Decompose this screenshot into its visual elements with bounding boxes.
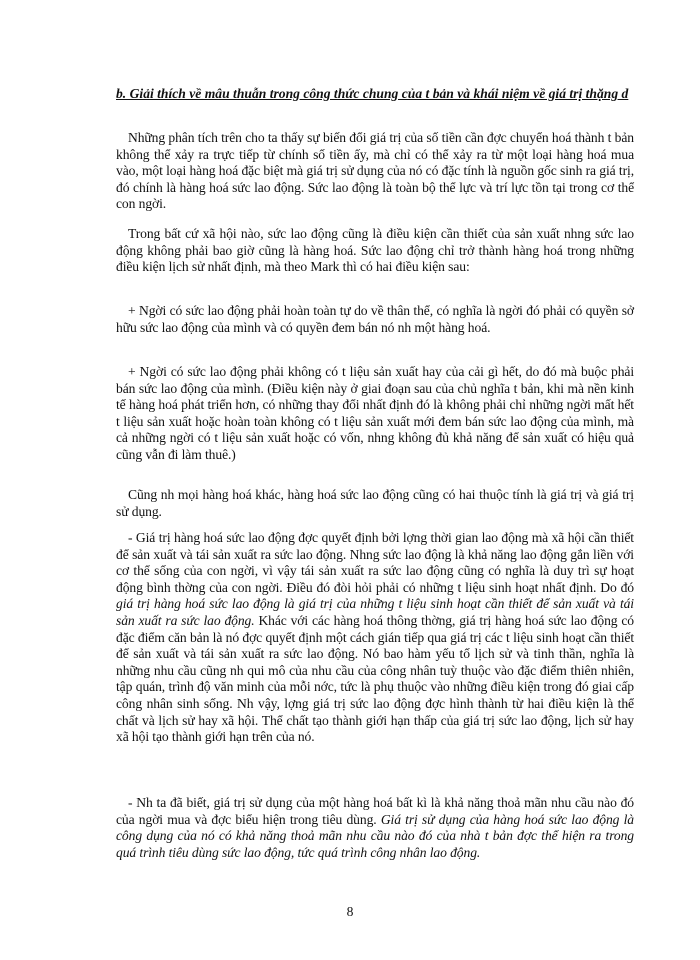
- paragraph-1: Những phân tích trên cho ta thấy sự biến đổi giá trị của số tiền cần đợc chuyển hoá thành t bản không thể xảy ra trực tiếp từ chính số tiền ấy, mà chỉ có thể xảy ra từ một loại hàng hoá mua vào, một loại hàng hoá đặc biệt mà giá trị sử dụng của nó có đặc tính là nguồn gốc sinh ra giá trị, đó chính là hàng hoá sức lao động. Sức lao động là toàn bộ thể lực và trí lực tồn tại trong cơ thể con ngời.: [116, 130, 634, 212]
- section-heading: b. Giải thích về mâu thuẫn trong công thức chung của t bản và khái niệm về giá trị thặng d: [116, 86, 629, 101]
- paragraph-6-text-a: - Giá trị hàng hoá sức lao động đợc quyết định bởi lợng thời gian lao động mà xã hội cần thiết để sản xuất và tái sản xuất ra sức lao động. Nhng sức lao động là khả năng lao động gắn liền với cơ thể sống của con ngời, vì vậy tái sản xuất ra sức lao động cũng có nghĩa là duy trì sự hoạt động bình thờng của con ngời. Điều đó đòi hỏi phải có những t liệu sinh hoạt nhất định. Do đó: [116, 530, 634, 595]
- paragraph-2: Trong bất cứ xã hội nào, sức lao động cũng là điều kiện cần thiết của sản xuất nhng sức lao động không phải bao giờ cũng là hàng hoá. Sức lao động chỉ trở thành hàng hoá trong những điều kiện lịch sử nhất định, mà theo Mark thì có hai điều kiện sau:: [116, 226, 634, 275]
- paragraph-4: + Ngời có sức lao động phải không có t liệu sản xuất hay của cải gì hết, do đó mà buộc phải bán sức lao động của mình. (Điều kiện này ở giai đoạn sau của chủ nghĩa t bản, khi mà nền kinh tế hàng hoá phát triển hơn, có những thay đổi nhất định đó là không phải chỉ những ngời mất hết t liệu sản xuất hoặc hoàn toàn không có t liệu sản xuất mới đem bán sức lao động của mình, mà cả những ngời có t liệu sản xuất hoặc có vốn, nhng không đủ khả năng để sản xuất có hiệu quả cũng vẫn đi làm thuê.): [116, 364, 634, 462]
- paragraph-7-italic: Giá trị sử dụng của hàng hoá sức lao động là công dụng của nó có khả năng thoả mãn nhu cầu nào đó của nhà t bản đợc thể hiện ra trong quá trình tiêu dùng sức lao động, tức quá trình công nhân lao động.: [116, 811, 634, 860]
- paragraph-3: + Ngời có sức lao động phải hoàn toàn tự do về thân thể, có nghĩa là ngời đó phải có quyền sở hữu sức lao động của mình và có quyền đem bán nó nh một hàng hoá.: [116, 303, 634, 335]
- paragraph-5: Cũng nh mọi hàng hoá khác, hàng hoá sức lao động cũng có hai thuộc tính là giá trị và giá trị sử dụng.: [116, 487, 634, 519]
- page-number: 8: [346, 904, 354, 919]
- paragraph-6-text-c: Khác với các hàng hoá thông thờng, giá trị hàng hoá sức lao động có đặc điểm căn bản là nó đợc quyết định một cách gián tiếp qua giá trị các t liệu sinh hoạt cần thiết để sản xuất và tái sản xuất ra sức lao động. Nó bao hàm yếu tố lịch sử và tinh thần, nghĩa là những nhu cầu cũng nh qui mô của nhu cầu của công nhân tuỳ thuộc vào đặc điểm thiên nhiên, tập quán, trình độ văn minh của mỗi nớc, tức là phụ thuộc vào những điều kiện trong đó giai cấp công nhân sinh sống. Nh vậy, lợng giá trị sức lao động đợc hình thành từ hai điều kiện là thể chất và lịch sử hay xã hội. Thể chất tạo thành giới hạn thấp của giá trị sức lao động, lịch sử hay xã hội tạo thành giới hạn trên của nó.: [116, 612, 634, 745]
- paragraph-6-italic: giá trị hàng hoá sức lao động là giá trị của những t liệu sinh hoạt cần thiết để sản xuất và tái sản xuất ra sức lao động.: [116, 596, 634, 628]
- paragraph-6: [116, 530, 634, 746]
- paragraph-7-text-a: - Nh ta đã biết, giá trị sử dụng của một hàng hoá bất kì là khả năng thoả mãn nhu cầu nào đó của ngời mua và đợc biểu hiện trong tiêu dùng.: [116, 795, 634, 827]
- paragraph-7: [116, 795, 634, 861]
